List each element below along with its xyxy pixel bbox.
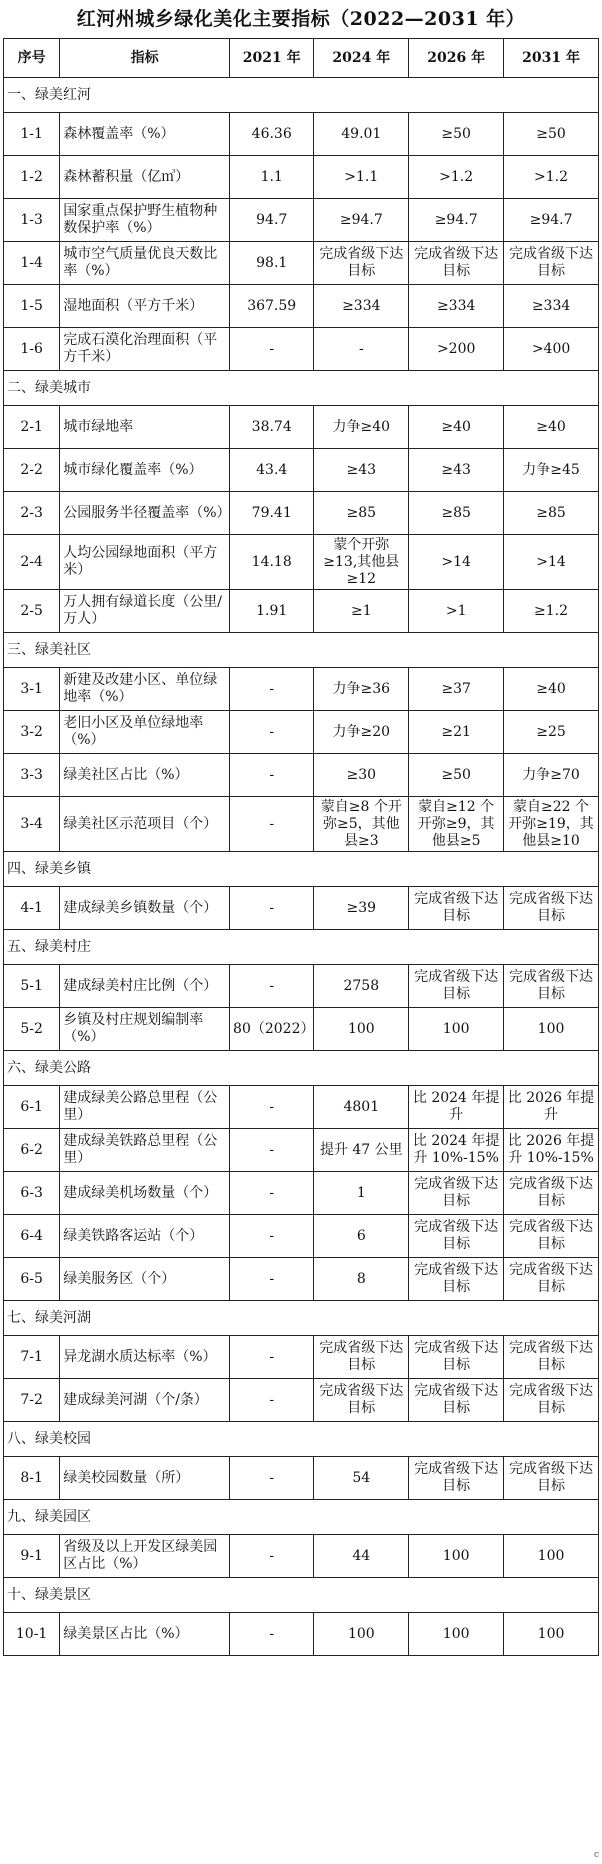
cell-seq: 9-1 (4, 1535, 60, 1578)
cell-seq: 3-4 (4, 797, 60, 852)
section-row (4, 78, 599, 113)
cell-2021: - (230, 1379, 314, 1422)
cell-seq: 2-2 (4, 449, 60, 492)
cell-2021: - (230, 1258, 314, 1301)
cell-2026: 完成省级下达目标 (409, 242, 504, 285)
cell-2026: 比 2024 年提升 10%-15% (409, 1129, 504, 1172)
cell-indicator: 绿美社区占比（%） (60, 754, 230, 797)
cell-2021: - (230, 965, 314, 1008)
cell-2031: 完成省级下达目标 (504, 1379, 599, 1422)
table-row (4, 1172, 599, 1215)
cell-2024: 提升 47 公里 (314, 1129, 409, 1172)
header-2024: 2024 年 (314, 39, 409, 78)
cell-2021: 80（2022） (230, 1008, 314, 1051)
cell-2021: 79.41 (230, 492, 314, 535)
cell-2021: - (230, 1086, 314, 1129)
cell-2026: 完成省级下达目标 (409, 1379, 504, 1422)
cell-2024: ≥43 (314, 449, 409, 492)
cell-2024: ≥85 (314, 492, 409, 535)
section-row (4, 1301, 599, 1336)
table-row (4, 1535, 599, 1578)
cell-2021: 98.1 (230, 242, 314, 285)
cell-2031: ≥1.2 (504, 590, 599, 633)
cell-2021: 94.7 (230, 199, 314, 242)
cell-2026: 比 2024 年提升 (409, 1086, 504, 1129)
cell-indicator: 建成绿美公路总里程（公里） (60, 1086, 230, 1129)
cell-2026: 完成省级下达目标 (409, 887, 504, 930)
cell-2026: 完成省级下达目标 (409, 1336, 504, 1379)
section-heading: 三、绿美社区 (4, 633, 599, 668)
cell-indicator: 绿美铁路客运站（个） (60, 1215, 230, 1258)
cell-2024: 1 (314, 1172, 409, 1215)
cell-2021: - (230, 754, 314, 797)
cell-2024: ≥94.7 (314, 199, 409, 242)
cell-2024: 8 (314, 1258, 409, 1301)
table-row (4, 1215, 599, 1258)
cell-2024: 力争≥36 (314, 668, 409, 711)
cell-2024: >1.1 (314, 156, 409, 199)
cell-seq: 3-1 (4, 668, 60, 711)
cell-indicator: 公园服务半径覆盖率（%） (60, 492, 230, 535)
section-row (4, 1578, 599, 1613)
section-row (4, 633, 599, 668)
cell-2021: - (230, 711, 314, 754)
cell-indicator: 乡镇及村庄规划编制率（%） (60, 1008, 230, 1051)
section-heading: 八、绿美校园 (4, 1422, 599, 1457)
header-indicator: 指标 (60, 39, 230, 78)
cell-2024: 2758 (314, 965, 409, 1008)
cell-2026: >1.2 (409, 156, 504, 199)
cell-2031: 完成省级下达目标 (504, 1457, 599, 1500)
cell-2031: 蒙自≥22 个开弥≥19，其他县≥10 (504, 797, 599, 852)
cell-2031: 100 (504, 1008, 599, 1051)
cell-2031: 力争≥70 (504, 754, 599, 797)
cell-2031: 比 2026 年提升 (504, 1086, 599, 1129)
cell-2031: 完成省级下达目标 (504, 1258, 599, 1301)
cell-indicator: 绿美服务区（个） (60, 1258, 230, 1301)
table-row (4, 1336, 599, 1379)
table-row (4, 965, 599, 1008)
table-row (4, 113, 599, 156)
page-title: 红河州城乡绿化美化主要指标（2022—2031 年） (76, 8, 526, 30)
table-row (4, 711, 599, 754)
section-row (4, 371, 599, 406)
section-row (4, 930, 599, 965)
section-row (4, 1500, 599, 1535)
section-row (4, 1422, 599, 1457)
section-row (4, 1051, 599, 1086)
table-row (4, 754, 599, 797)
table-row (4, 1258, 599, 1301)
cell-2026: 完成省级下达目标 (409, 1215, 504, 1258)
cell-seq: 7-1 (4, 1336, 60, 1379)
cell-2026: >1 (409, 590, 504, 633)
cell-seq: 3-2 (4, 711, 60, 754)
cell-2026: ≥43 (409, 449, 504, 492)
cell-indicator: 完成石漠化治理面积（平方千米） (60, 328, 230, 371)
cell-2026: 完成省级下达目标 (409, 1172, 504, 1215)
cell-indicator: 建成绿美河湖（个/条） (60, 1379, 230, 1422)
cell-2031: ≥25 (504, 711, 599, 754)
cell-2021: - (230, 328, 314, 371)
cell-indicator: 省级及以上开发区绿美园区占比（%） (60, 1535, 230, 1578)
cell-2026: ≥50 (409, 754, 504, 797)
section-heading: 九、绿美园区 (4, 1500, 599, 1535)
section-row (4, 852, 599, 887)
cell-seq: 2-5 (4, 590, 60, 633)
cell-2024: ≥334 (314, 285, 409, 328)
cell-2026: ≥21 (409, 711, 504, 754)
table-row (4, 242, 599, 285)
cell-2031: 100 (504, 1535, 599, 1578)
cell-2024: ≥39 (314, 887, 409, 930)
cell-2021: 38.74 (230, 406, 314, 449)
cell-seq: 2-3 (4, 492, 60, 535)
cell-indicator: 城市空气质量优良天数比率（%） (60, 242, 230, 285)
section-heading: 五、绿美村庄 (4, 930, 599, 965)
table-row (4, 535, 599, 590)
cell-seq: 2-1 (4, 406, 60, 449)
cell-2021: - (230, 1172, 314, 1215)
cell-2031: 力争≥45 (504, 449, 599, 492)
table-row (4, 797, 599, 852)
cell-2026: 完成省级下达目标 (409, 1457, 504, 1500)
cell-2031: ≥50 (504, 113, 599, 156)
cell-indicator: 建成绿美乡镇数量（个） (60, 887, 230, 930)
cell-2031: 完成省级下达目标 (504, 965, 599, 1008)
cell-2021: - (230, 1457, 314, 1500)
table-row (4, 1086, 599, 1129)
cell-indicator: 建成绿美铁路总里程（公里） (60, 1129, 230, 1172)
table-row (4, 406, 599, 449)
cell-2021: 367.59 (230, 285, 314, 328)
cell-2024: 44 (314, 1535, 409, 1578)
cell-2024: 完成省级下达目标 (314, 1379, 409, 1422)
cell-2021: 46.36 (230, 113, 314, 156)
header-2026: 2026 年 (409, 39, 504, 78)
cell-seq: 6-5 (4, 1258, 60, 1301)
cell-2031: >1.2 (504, 156, 599, 199)
cell-2026: 100 (409, 1008, 504, 1051)
cell-2021: - (230, 887, 314, 930)
cell-2026: ≥40 (409, 406, 504, 449)
table-row (4, 199, 599, 242)
cell-indicator: 城市绿化覆盖率（%） (60, 449, 230, 492)
cell-2024: ≥1 (314, 590, 409, 633)
header-seq: 序号 (4, 39, 60, 78)
cell-2021: - (230, 797, 314, 852)
cell-2021: - (230, 1336, 314, 1379)
table-header-row (4, 39, 599, 78)
cell-seq: 6-3 (4, 1172, 60, 1215)
table-row (4, 156, 599, 199)
cell-2021: 1.1 (230, 156, 314, 199)
table-row (4, 590, 599, 633)
cell-2024: - (314, 328, 409, 371)
indicator-table (3, 38, 599, 1656)
cell-2031: 完成省级下达目标 (504, 1215, 599, 1258)
cell-2026: 完成省级下达目标 (409, 965, 504, 1008)
cell-indicator: 新建及改建小区、单位绿地率（%） (60, 668, 230, 711)
cell-indicator: 异龙湖水质达标率（%） (60, 1336, 230, 1379)
cell-2021: - (230, 1535, 314, 1578)
cell-2021: 1.91 (230, 590, 314, 633)
cell-2021: - (230, 668, 314, 711)
section-heading: 十、绿美景区 (4, 1578, 599, 1613)
cell-seq: 6-2 (4, 1129, 60, 1172)
cell-seq: 1-3 (4, 199, 60, 242)
cell-indicator: 绿美社区示范项目（个） (60, 797, 230, 852)
table-row (4, 1008, 599, 1051)
header-2031: 2031 年 (504, 39, 599, 78)
cell-2021: 14.18 (230, 535, 314, 590)
cell-2024: 力争≥20 (314, 711, 409, 754)
cell-2026: 蒙自≥12 个开弥≥9，其他县≥5 (409, 797, 504, 852)
cell-seq: 1-5 (4, 285, 60, 328)
table-row (4, 449, 599, 492)
table-row (4, 668, 599, 711)
cell-indicator: 城市绿地率 (60, 406, 230, 449)
table-body (4, 78, 599, 1656)
cell-2031: ≥334 (504, 285, 599, 328)
header-2021: 2021 年 (230, 39, 314, 78)
cell-2031: ≥40 (504, 406, 599, 449)
cell-2026: ≥334 (409, 285, 504, 328)
cell-seq: 10-1 (4, 1613, 60, 1656)
cell-2024: 100 (314, 1613, 409, 1656)
cell-2026: >14 (409, 535, 504, 590)
cell-seq: 8-1 (4, 1457, 60, 1500)
cell-2031: 完成省级下达目标 (504, 242, 599, 285)
cell-indicator: 建成绿美村庄比例（个） (60, 965, 230, 1008)
cell-2031: 比 2026 年提升 10%-15% (504, 1129, 599, 1172)
cell-seq: 1-4 (4, 242, 60, 285)
cell-2024: 完成省级下达目标 (314, 1336, 409, 1379)
section-heading: 四、绿美乡镇 (4, 852, 599, 887)
cell-seq: 3-3 (4, 754, 60, 797)
cell-2031: 完成省级下达目标 (504, 887, 599, 930)
cell-2026: >200 (409, 328, 504, 371)
cell-2024: ≥30 (314, 754, 409, 797)
cell-indicator: 森林覆盖率（%） (60, 113, 230, 156)
cell-indicator: 湿地面积（平方千米） (60, 285, 230, 328)
cell-2031: >14 (504, 535, 599, 590)
cell-seq: 4-1 (4, 887, 60, 930)
cell-seq: 1-6 (4, 328, 60, 371)
table-row (4, 887, 599, 930)
cell-indicator: 国家重点保护野生植物种数保护率（%） (60, 199, 230, 242)
cell-2031: ≥85 (504, 492, 599, 535)
cell-2024: 54 (314, 1457, 409, 1500)
cell-2031: 完成省级下达目标 (504, 1336, 599, 1379)
cell-seq: 5-2 (4, 1008, 60, 1051)
table-row (4, 1379, 599, 1422)
cell-seq: 6-4 (4, 1215, 60, 1258)
table-row (4, 492, 599, 535)
cell-indicator: 老旧小区及单位绿地率（%） (60, 711, 230, 754)
cell-2024: 完成省级下达目标 (314, 242, 409, 285)
cell-indicator: 森林蓄积量（亿㎥） (60, 156, 230, 199)
cell-2024: 力争≥40 (314, 406, 409, 449)
cell-2026: 100 (409, 1535, 504, 1578)
table-row (4, 285, 599, 328)
cell-2026: 完成省级下达目标 (409, 1258, 504, 1301)
cell-indicator: 人均公园绿地面积（平方米） (60, 535, 230, 590)
cell-indicator: 绿美景区占比（%） (60, 1613, 230, 1656)
cell-2031: 100 (504, 1613, 599, 1656)
cell-seq: 1-2 (4, 156, 60, 199)
cell-2024: 6 (314, 1215, 409, 1258)
cell-indicator: 建成绿美机场数量（个） (60, 1172, 230, 1215)
cell-2031: ≥40 (504, 668, 599, 711)
cell-seq: 2-4 (4, 535, 60, 590)
cell-2021: 43.4 (230, 449, 314, 492)
cell-2026: 100 (409, 1613, 504, 1656)
cell-2024: 49.01 (314, 113, 409, 156)
section-heading: 二、绿美城市 (4, 371, 599, 406)
section-heading: 七、绿美河湖 (4, 1301, 599, 1336)
cell-seq: 5-1 (4, 965, 60, 1008)
cell-seq: 7-2 (4, 1379, 60, 1422)
cell-2026: ≥50 (409, 113, 504, 156)
cell-2031: >400 (504, 328, 599, 371)
section-heading: 一、绿美红河 (4, 78, 599, 113)
table-row (4, 328, 599, 371)
cell-2024: 4801 (314, 1086, 409, 1129)
table-row (4, 1129, 599, 1172)
cell-indicator: 万人拥有绿道长度（公里/万人） (60, 590, 230, 633)
cell-indicator: 绿美校园数量（所） (60, 1457, 230, 1500)
cell-2031: ≥94.7 (504, 199, 599, 242)
cell-2021: - (230, 1613, 314, 1656)
cell-2024: 蒙个开弥≥13,其他县≥12 (314, 535, 409, 590)
cell-2026: ≥94.7 (409, 199, 504, 242)
cell-2026: ≥37 (409, 668, 504, 711)
cell-seq: 1-1 (4, 113, 60, 156)
cell-2031: 完成省级下达目标 (504, 1172, 599, 1215)
footer-mark: c (593, 1850, 599, 1860)
cell-2026: ≥85 (409, 492, 504, 535)
cell-2024: 100 (314, 1008, 409, 1051)
table-row (4, 1613, 599, 1656)
cell-seq: 6-1 (4, 1086, 60, 1129)
cell-2021: - (230, 1129, 314, 1172)
cell-2021: - (230, 1215, 314, 1258)
table-row (4, 1457, 599, 1500)
cell-2024: 蒙自≥8 个开弥≥5，其他县≥3 (314, 797, 409, 852)
section-heading: 六、绿美公路 (4, 1051, 599, 1086)
